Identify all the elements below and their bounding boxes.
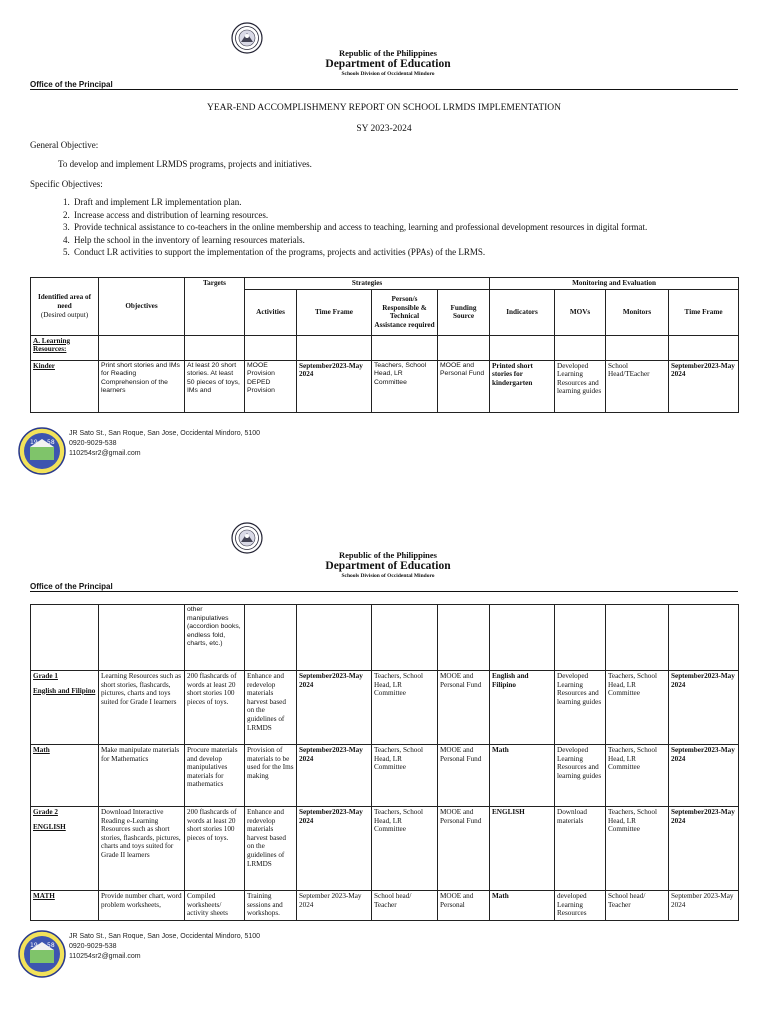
header-indicators: Indicators: [490, 289, 555, 335]
activities-cell: Provision of materials to be used for the Ims making: [245, 745, 297, 807]
objectives-cell: Learning Resources such as short stories, flashcards, pictures, charts and toys suited for Grade I learners: [99, 671, 185, 745]
logo-year-left: 19: [30, 942, 38, 949]
header-objectives: Objectives: [99, 278, 185, 336]
movs-cell: Developed Learning Resources and learning guides: [555, 745, 606, 807]
header-activities: Activities: [245, 289, 297, 335]
objective-item: 3. Provide technical assistance to co-teachers in the online membership and access to teaching, learning and professional development resources in digital format.: [72, 221, 647, 234]
movs-cell: developed Learning Resources: [555, 891, 606, 921]
persons-cell: Teachers, School Head, LR Committee: [372, 360, 438, 412]
area-cell: [31, 807, 99, 891]
timeframe2-cell: September2023-May 2024: [669, 671, 739, 745]
footer-phone: 0920-9029-538: [69, 943, 117, 950]
empty-cell: [555, 335, 606, 360]
movs-cell: Download materials: [555, 807, 606, 891]
targets-cell: 200 flashcards of words at least 20 short stories 100 pieces of toys.: [185, 807, 245, 891]
empty-cell: [245, 605, 297, 671]
footer-page2: [18, 930, 348, 980]
empty-cell: [297, 335, 372, 360]
objectives-cell: Make manipulate materials for Mathematics: [99, 745, 185, 807]
logo-year-right: 58: [47, 439, 55, 446]
targets-cell: Compiled worksheets/ activity sheets: [185, 891, 245, 921]
funding-cell: MOOE and Personal Fund: [438, 745, 490, 807]
timeframe-cell: September2023-May 2024: [297, 671, 372, 745]
persons-cell: Teachers, School Head, LR Committee: [372, 745, 438, 807]
section-learning-resources: A. Learning Resources:: [31, 335, 99, 360]
persons-cell: Teachers, School Head, LR Committee: [372, 807, 438, 891]
empty-cell: [606, 605, 669, 671]
timeframe2-cell: September2023-May 2024: [669, 745, 739, 807]
monitors-cell: Teachers, School Head, LR Committee: [606, 807, 669, 891]
department-line: Department of Education: [325, 560, 451, 572]
empty-cell: [31, 605, 99, 671]
table-row: [31, 671, 739, 745]
timeframe2-cell: September 2023-May 2024: [669, 891, 739, 921]
funding-cell: MOOE and Personal Fund: [438, 671, 490, 745]
funding-cell: MOOE and Personal Fund: [438, 360, 490, 412]
school-logo-icon: [18, 427, 66, 475]
office-line: Office of the Principal: [30, 80, 738, 90]
targets-cell: At least 20 short stories. At least 50 pieces of toys, IMs and: [185, 360, 245, 412]
letterhead: [0, 48, 768, 78]
area-grade: Math: [33, 746, 50, 754]
empty-cell: [669, 605, 739, 671]
indicators-cell: Printed short stories for kindergarten: [490, 360, 555, 412]
empty-cell: [185, 335, 245, 360]
monitors-cell: Teachers, School Head, LR Committee: [606, 745, 669, 807]
objectives-cell: Provide number chart, word problem worksheets,: [99, 891, 185, 921]
empty-cell: [372, 335, 438, 360]
objectives-cell: Print short stories and IMs for Reading Comprehension of the learners: [99, 360, 185, 412]
page-2: [0, 512, 768, 1024]
header-area-label: Identified area of need: [38, 293, 91, 310]
header-targets: Targets: [185, 278, 245, 336]
persons-cell: School head/ Teacher: [372, 891, 438, 921]
timeframe-cell: September2023-May 2024: [297, 745, 372, 807]
footer-email: 110254sr2@gmail.com: [69, 450, 141, 457]
area-cell: [31, 671, 99, 745]
area-grade: Grade 1: [33, 672, 58, 680]
footer-phone: 0920-9029-538: [69, 440, 117, 447]
footer-contact: [69, 429, 260, 459]
empty-cell: [490, 605, 555, 671]
header-monitoring: Monitoring and Evaluation: [490, 278, 739, 290]
monitors-cell: School Head/TEacher: [606, 360, 669, 412]
funding-cell: MOOE and Personal Fund: [438, 807, 490, 891]
activities-cell: Enhance and redevelop materials harvest based on the guidelines of LRMDS: [245, 671, 297, 745]
indicators-cell: ENGLISH: [490, 807, 555, 891]
header-persons: Person/s Responsible & Technical Assistance required: [372, 289, 438, 335]
area-subject: English and Filipino: [33, 686, 96, 695]
empty-cell: [669, 335, 739, 360]
republic-line: Republic of the Philippines: [338, 550, 437, 560]
area-cell: Kinder: [31, 360, 99, 412]
objective-item: 4. Help the school in the inventory of learning resources materials.: [72, 234, 647, 247]
footer-contact: [69, 932, 260, 962]
plan-table-page1: [30, 277, 739, 413]
school-year: SY 2023-2024: [356, 124, 412, 134]
area-grade: Grade 2: [33, 808, 58, 816]
activities-cell: Enhance and redevelop materials harvest based on the guidelines of LRMDS: [245, 807, 297, 891]
header-timeframe: Time Frame: [297, 289, 372, 335]
empty-cell: [438, 335, 490, 360]
specific-objectives-list: [58, 196, 647, 259]
movs-cell: Developed Learning Resources and learning guides: [555, 671, 606, 745]
report-title: YEAR-END ACCOMPLISHMENY REPORT ON SCHOOL LRMDS IMPLEMENTATION: [206, 103, 562, 113]
indicators-cell: Math: [490, 745, 555, 807]
header-area: [31, 278, 99, 336]
funding-cell: MOOE and Personal: [438, 891, 490, 921]
objective-item: 2. Increase access and distribution of learning resources.: [72, 209, 647, 222]
office-line: Office of the Principal: [30, 582, 738, 592]
area-grade: MATH: [33, 892, 55, 900]
empty-cell: [606, 335, 669, 360]
timeframe-cell: September2023-May 2024: [297, 360, 372, 412]
header-movs: MOVs: [555, 289, 606, 335]
targets-cell: 200 flashcards of words at least 20 short stories 100 pieces of toys.: [185, 671, 245, 745]
empty-cell: [555, 605, 606, 671]
plan-table-page2: [30, 604, 739, 921]
empty-cell: [297, 605, 372, 671]
timeframe2-cell: September2023-May 2024: [669, 807, 739, 891]
objective-item: 1. Draft and implement LR implementation plan.: [72, 196, 647, 209]
header-funding: Funding Source: [438, 289, 490, 335]
table-row: [31, 807, 739, 891]
indicators-cell: English and Filipino: [490, 671, 555, 745]
general-objective-text: To develop and implement LRMDS programs, projects and initiatives.: [58, 159, 312, 169]
activities-cell: Training sessions and workshops.: [245, 891, 297, 921]
republic-line: Republic of the Philippines: [338, 48, 437, 58]
monitors-cell: Teachers, School Head, LR Committee: [606, 671, 669, 745]
letterhead: [0, 550, 768, 580]
empty-cell: [99, 335, 185, 360]
specific-objectives-label: Specific Objectives:: [30, 179, 103, 189]
targets-cell: Procure materials and develop manipulatives materials for mathematics: [185, 745, 245, 807]
empty-cell: [490, 335, 555, 360]
table-row: [31, 891, 739, 921]
header-area-sub: (Desired output): [40, 310, 89, 319]
persons-cell: Teachers, School Head, LR Committee: [372, 671, 438, 745]
objectives-cell: Download Interactive Reading e-Learning Resources such as short stories, flashcards, pictures, charts and toys suited for Grade II learners: [99, 807, 185, 891]
general-objective-label: General Objective:: [30, 140, 99, 150]
monitors-cell: School head/ Teacher: [606, 891, 669, 921]
movs-cell: Developed Learning Resources and learning guides: [555, 360, 606, 412]
targets-cell: other manipulatives (accordion books, endless fold, charts, etc.): [185, 605, 245, 671]
school-logo-icon: [18, 930, 66, 978]
timeframe-cell: September2023-May 2024: [297, 807, 372, 891]
table-row: [31, 745, 739, 807]
header-monitors: Monitors: [606, 289, 669, 335]
footer-address: JR Sato St., San Roque, San Jose, Occidental Mindoro, 5100: [69, 430, 261, 437]
table-row-kinder: [31, 360, 739, 412]
area-cell: [31, 891, 99, 921]
empty-cell: [372, 605, 438, 671]
footer-page1: [18, 427, 348, 477]
indicators-cell: Math: [490, 891, 555, 921]
activities-cell: MOOE Provision DEPED Provision: [245, 360, 297, 412]
table-row-continued: [31, 605, 739, 671]
timeframe-cell: September 2023-May 2024: [297, 891, 372, 921]
empty-cell: [245, 335, 297, 360]
logo-year-right: 58: [47, 942, 55, 949]
header-strategies: Strategies: [245, 278, 490, 290]
footer-address: JR Sato St., San Roque, San Jose, Occidental Mindoro, 5100: [69, 933, 261, 940]
objective-item: 5. Conduct LR activities to support the implementation of the programs, projects and activities (PPAs) of the LRMS.: [72, 246, 647, 259]
footer-email: 110254sr2@gmail.com: [69, 953, 141, 960]
header-timeframe2: Time Frame: [669, 289, 739, 335]
division-line: Schools Division of Occidental Mindoro: [341, 71, 435, 77]
logo-year-left: 19: [30, 439, 38, 446]
area-cell: [31, 745, 99, 807]
department-line: Department of Education: [325, 58, 451, 70]
empty-cell: [99, 605, 185, 671]
timeframe2-cell: September2023-May 2024: [669, 360, 739, 412]
area-subject: ENGLISH: [33, 822, 66, 831]
empty-cell: [438, 605, 490, 671]
division-line: Schools Division of Occidental Mindoro: [341, 573, 435, 579]
